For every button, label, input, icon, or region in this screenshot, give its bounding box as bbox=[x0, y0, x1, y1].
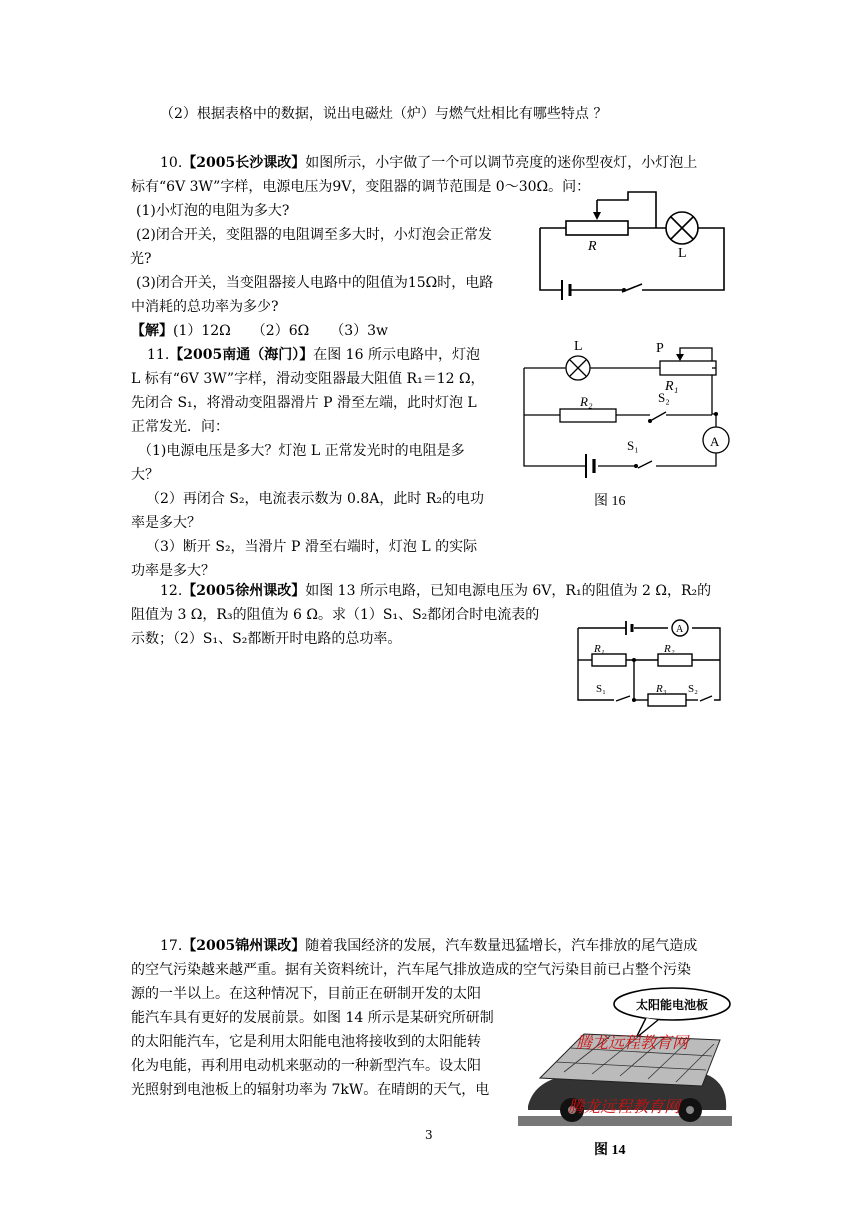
q10-number: 10. bbox=[160, 155, 183, 171]
q10-answer-text: (1）12Ω （2）6Ω （3）3w bbox=[173, 323, 389, 339]
q10-sub3a: (3)闭合开关，当变阻器接人电路中的阻值为15Ω时，电路 bbox=[136, 275, 494, 291]
q12-line3: 示数；（2）S₁、S₂都断开时电路的总功率。 bbox=[131, 631, 402, 647]
q12-line1-text: 如图 13 所示电路，已知电源电压为 6V，R₁的阻值为 2 Ω，R₂的 bbox=[305, 583, 712, 599]
q10-sub1: (1)小灯泡的电阻为多大? bbox=[136, 203, 290, 219]
q11-sub1a: （1)电源电压是多大？灯泡 L 正常发光时的电阻是多 bbox=[138, 443, 465, 459]
q17-fig-bubble: 太阳能电池板 bbox=[635, 998, 709, 1012]
q10-sub3b: 中消耗的总功率为多少? bbox=[131, 299, 279, 315]
q12-line2: 阻值为 3 Ω，R₃的阻值为 6 Ω。求（1）S₁、S₂都闭合时电流表的 bbox=[131, 607, 540, 623]
q17-source: 【2005锦州课改】 bbox=[182, 938, 306, 954]
q-prev-line: （2）根据表格中的数据，说出电磁灶（炉）与燃气灶相比有哪些特点 ？ bbox=[160, 106, 608, 122]
q12-fig-label-a: A bbox=[676, 624, 684, 635]
q12-source: 【2005徐州课改】 bbox=[182, 583, 306, 599]
q11-sub1b: 大？ bbox=[131, 467, 159, 483]
q11-sub3a: （3）断开 S₂，当滑片 P 滑至右端时，灯泡 L 的实际 bbox=[146, 539, 478, 555]
q10-fig-label-l: L bbox=[678, 246, 687, 261]
q17-line1 bbox=[160, 936, 697, 956]
q11-fig-label-a: A bbox=[710, 434, 720, 449]
q10-line1 bbox=[160, 153, 697, 173]
q11-line2: L 标有“6V 3W”字样，滑动变阻器最大阻值 R₁＝12 Ω， bbox=[131, 371, 485, 387]
q17-line3: 源的一半以上。在这种情况下，目前正在研制开发的太阳 bbox=[131, 986, 481, 1002]
q11-fig-label-r2: R₂ bbox=[580, 394, 593, 409]
q11-line4: 正常发光．问： bbox=[131, 419, 229, 435]
q17-solar-car-figure bbox=[514, 986, 736, 1156]
q11-circuit-diagram bbox=[520, 340, 740, 510]
q11-fig-label-p: P bbox=[656, 341, 664, 356]
q10-fig-label-r: R bbox=[588, 239, 597, 254]
q12-number: 12. bbox=[160, 583, 183, 599]
q11-number: 11. bbox=[147, 347, 170, 363]
q17-line4: 能汽车具有更好的发展前景。如图 14 所示是某研究所研制 bbox=[131, 1010, 494, 1026]
q12-fig-label-s1: S₁ bbox=[596, 683, 606, 695]
q12-fig-label-r1: R₁ bbox=[594, 643, 605, 655]
q17-line2: 的空气污染越来越严重。据有关资料统计，汽车尾气排放造成的空气污染目前已占整个污染 bbox=[131, 962, 691, 978]
q12-fig-label-r3: R₃ bbox=[656, 683, 667, 695]
q11-fig-label-r1: R₁ bbox=[665, 379, 679, 394]
q10-answer bbox=[131, 321, 388, 341]
q10-sub2a: (2)闭合开关，变阻器的电阻调至多大时，小灯泡会正常发 bbox=[136, 227, 492, 243]
q17-number: 17. bbox=[160, 938, 183, 954]
q11-source: 【2005南通（海门）】 bbox=[169, 347, 314, 363]
q17-fig-caption: 图 14 bbox=[594, 1143, 626, 1158]
q17-line7: 光照射到电池板上的辐射功率为 7kW。在晴朗的天气，电 bbox=[131, 1082, 490, 1098]
q10-answer-label: 【解】 bbox=[131, 323, 173, 339]
q11-fig-label-s1: S₁ bbox=[627, 438, 639, 453]
q17-line1-text: 随着我国经济的发展，汽车数量迅猛增长，汽车排放的尾气造成 bbox=[305, 938, 698, 954]
page-number: 3 bbox=[425, 1128, 433, 1142]
q17-line6: 化为电能，再利用电动机来驱动的一种新型汽车。设太阳 bbox=[131, 1058, 481, 1074]
q11-fig-label-s2: S₂ bbox=[658, 390, 670, 405]
q11-fig-label-l: L bbox=[574, 339, 583, 354]
q10-sub2b: 光? bbox=[130, 251, 152, 267]
q11-sub2a: （2）再闭合 S₂，电流表示数为 0.8A，此时 R₂的电功 bbox=[146, 491, 484, 507]
q10-circuit-diagram bbox=[532, 190, 732, 300]
q10-source: 【2005长沙课改】 bbox=[182, 155, 306, 171]
q11-sub3b: 功率是多大？ bbox=[131, 563, 215, 579]
q12-circuit-diagram bbox=[574, 620, 724, 705]
q17-line5: 的太阳能汽车，它是利用太阳能电池将接收到的太阳能转 bbox=[131, 1034, 481, 1050]
q17-fig-watermark-top: 腾龙远程教育网 bbox=[575, 1035, 689, 1052]
q11-line1-text: 在图 16 所示电路中，灯泡 bbox=[313, 347, 480, 363]
q11-line1 bbox=[147, 345, 480, 365]
q12-fig-label-s2: S₂ bbox=[688, 683, 698, 695]
q12-fig-label-r2: R₂ bbox=[664, 643, 675, 655]
q10-line1-text: 如图所示，小宇做了一个可以调节亮度的迷你型夜灯，小灯泡上 bbox=[305, 155, 698, 171]
q17-fig-watermark-bottom: 腾龙远程教育网 bbox=[567, 1099, 681, 1116]
q11-sub2b: 率是多大？ bbox=[131, 515, 201, 531]
q11-fig-caption: 图 16 bbox=[594, 494, 626, 509]
q12-line1 bbox=[160, 581, 711, 601]
q10-line2: 标有“6V 3W”字样，电源电压为9V，变阻器的调节范围是 0～30Ω。问： bbox=[131, 179, 591, 195]
q11-line3: 先闭合 S₁，将滑动变阻器滑片 P 滑至左端，此时灯泡 L bbox=[131, 395, 477, 411]
